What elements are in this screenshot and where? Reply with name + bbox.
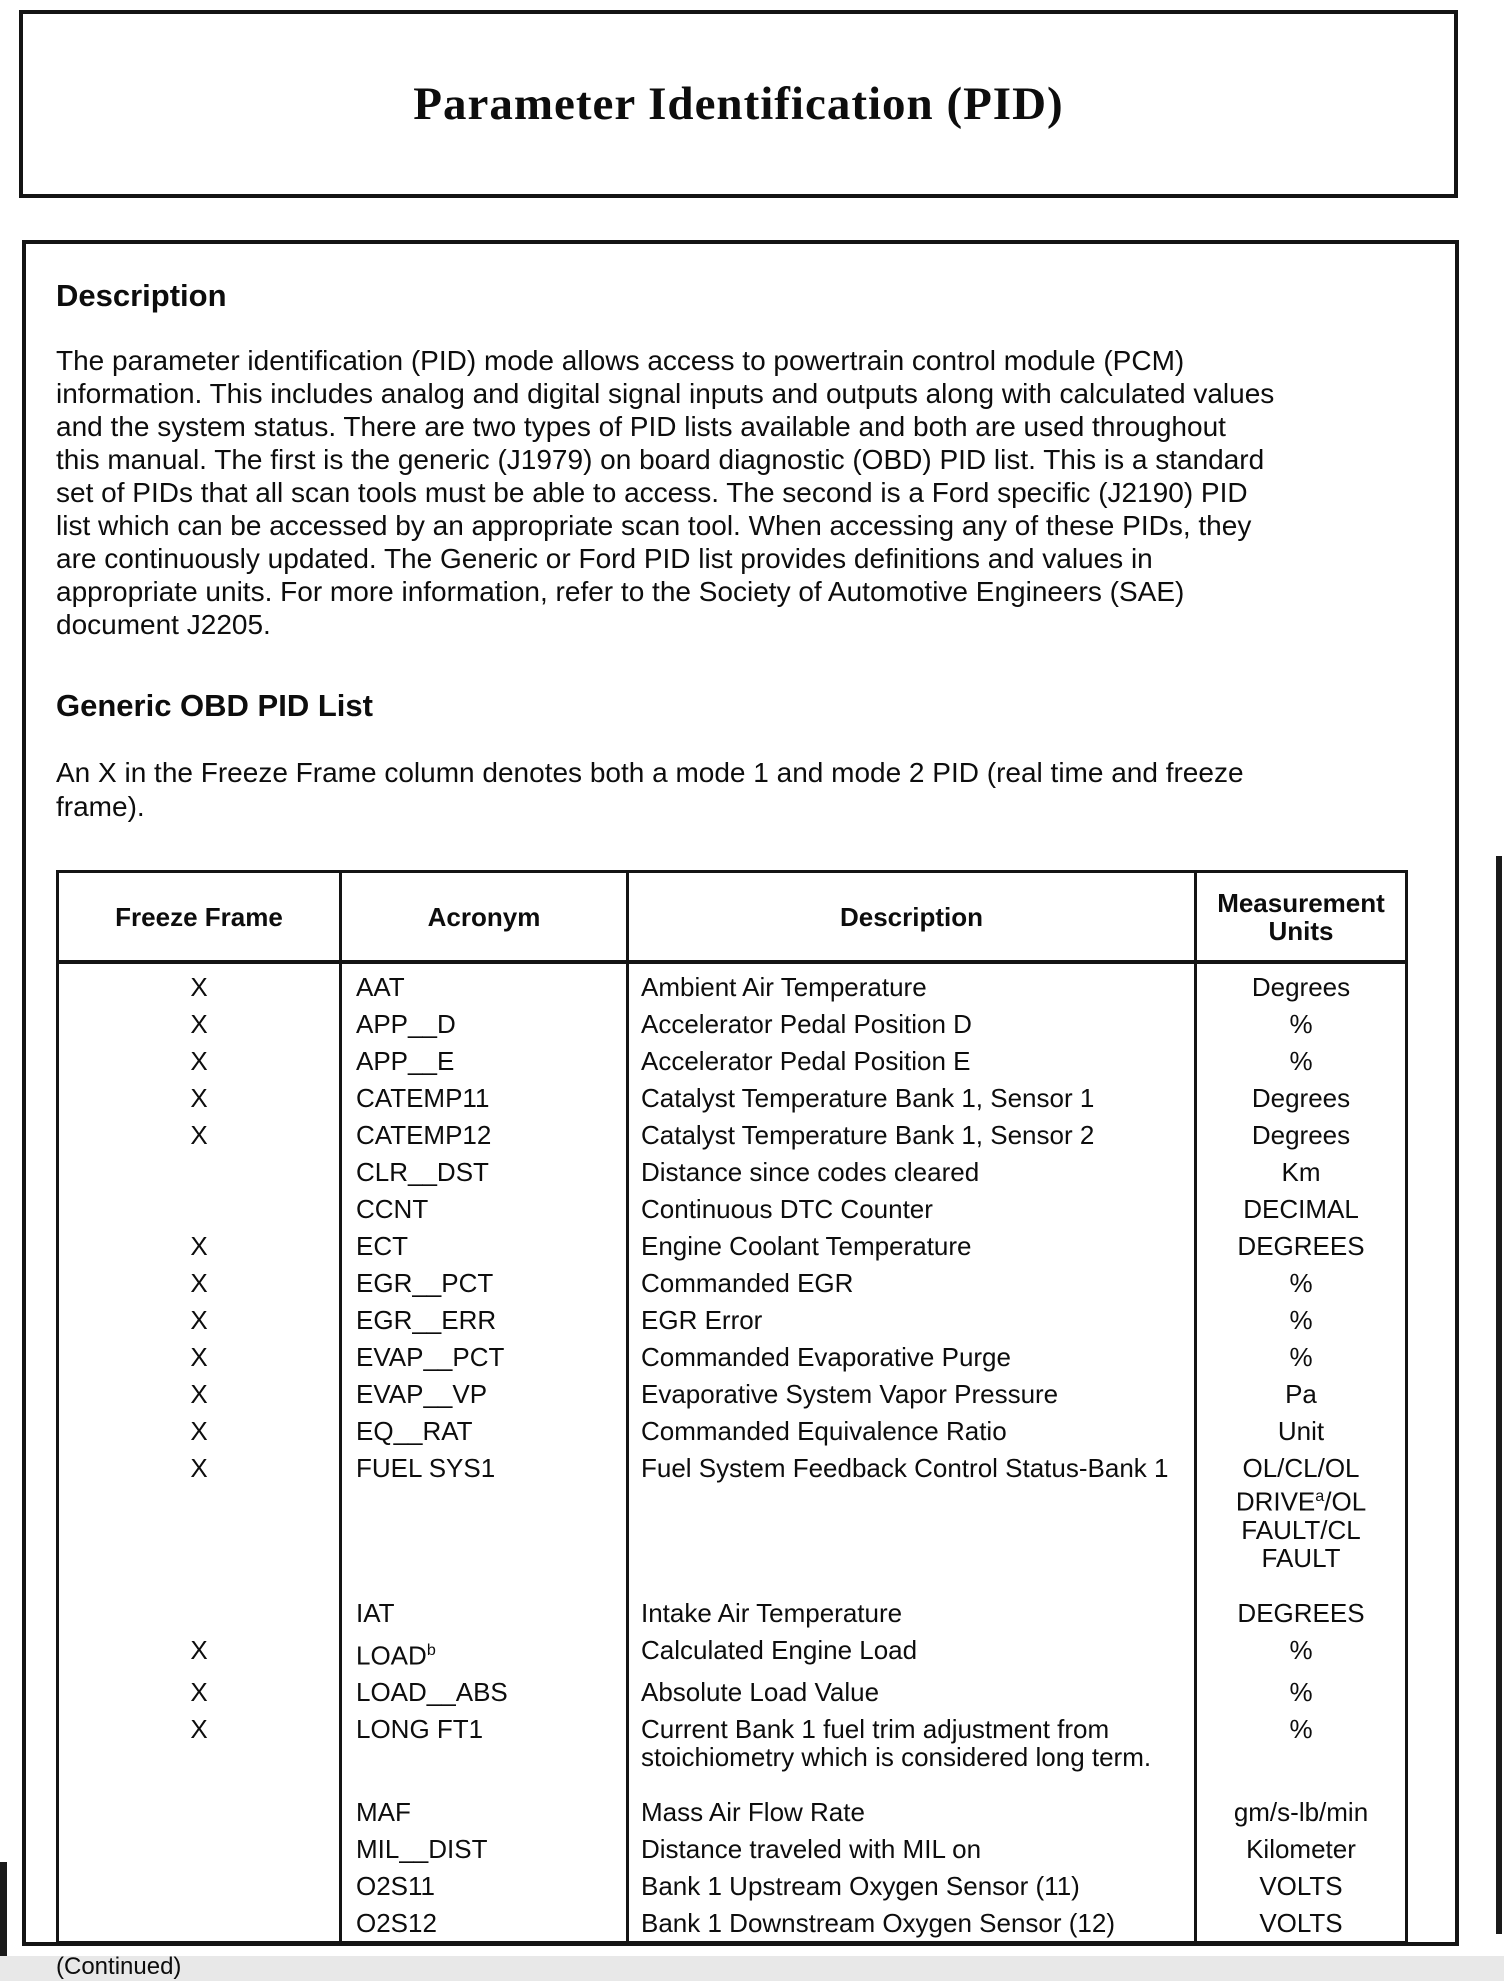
units-cell: % [1194,1301,1405,1338]
table-row [59,1449,1405,1594]
freeze-frame-cell [59,1153,339,1190]
description-cell: Commanded EGR [626,1264,1194,1301]
freeze-frame-cell: X [190,1120,208,1150]
freeze-frame-cell [59,1830,339,1867]
header-freeze-frame: Freeze Frame [115,901,283,932]
acronym-cell: CATEMP12 [339,1116,626,1153]
table-row [59,1867,1405,1904]
freeze-frame-cell: X [190,1677,208,1708]
freeze-frame-cell: X [190,1009,208,1039]
generic-obd-pid-list-heading: Generic OBD PID List [56,688,373,723]
table-row [59,1264,1405,1301]
units-cell: VOLTS [1194,1867,1405,1904]
freeze-frame-cell: X [190,1342,208,1372]
acronym-cell: EQ__RAT [339,1412,626,1449]
freeze-frame-cell: X [190,1634,208,1665]
units-cell: gm/s-lb/min [1194,1793,1405,1830]
description-cell: Commanded Evaporative Purge [626,1338,1194,1375]
freeze-frame-cell [59,1867,339,1904]
description-cell: Ambient Air Temperature [626,964,1194,1005]
acronym-cell: ECT [339,1227,626,1264]
description-cell: Continuous DTC Counter [626,1190,1194,1227]
table-row [59,1301,1405,1338]
description-cell: Accelerator Pedal Position D [626,1005,1194,1042]
table-row [59,1116,1405,1153]
units-cell: DEGREES [1194,1227,1405,1264]
table-row [59,1412,1405,1449]
acronym-cell: LOAD$^b$ [339,1631,626,1674]
table-row [59,1904,1405,1941]
units-cell: OL/CL/OL DRIVE$^a$/OL FAULT/CL FAULT [1194,1449,1405,1594]
acronym-cell: AAT [339,964,626,1005]
freeze-frame-cell: X [190,1714,208,1745]
text-line: list which can be accessed by an appropriate scan tool. When accessing any of these PIDs, they [56,510,1252,541]
description-cell: Bank 1 Downstream Oxygen Sensor (12) [626,1904,1194,1941]
description-cell: Engine Coolant Temperature [626,1227,1194,1264]
continued-note: (Continued) [56,1953,182,1981]
units-cell: Degrees [1194,1116,1405,1153]
table-row [59,1631,1405,1674]
units-cell: Km [1194,1153,1405,1190]
text-line: document J2205. [56,609,271,640]
freeze-frame-cell [59,1904,339,1941]
units-cell: % [1194,1042,1405,1079]
header-acronym: Acronym [339,873,626,960]
table-row [59,1338,1405,1375]
acronym-cell: LONG FT1 [339,1710,626,1793]
acronym-cell: CCNT [339,1190,626,1227]
text-line: appropriate units. For more information, refer to the Society of Automotive Engineers (SAE) [56,576,1185,607]
freeze-frame-cell: X [190,1046,208,1076]
acronym-cell: EVAP__VP [339,1375,626,1412]
description-paragraph [56,344,1429,641]
table-row [59,1079,1405,1116]
freeze-frame-cell: X [190,1231,208,1261]
units-cell: % [1194,1673,1405,1710]
table-header-row [59,873,1405,964]
units-cell: % [1194,1005,1405,1042]
description-cell: EGR Error [626,1301,1194,1338]
scan-artifact [1496,856,1502,1934]
description-cell: Absolute Load Value [626,1673,1194,1710]
header-measurement-units: Measurement Units [1194,873,1405,960]
title-box [19,10,1458,198]
page-title: Parameter Identification (PID) [413,78,1064,130]
text-line: frame). [56,791,145,822]
description-cell: Catalyst Temperature Bank 1, Sensor 1 [626,1079,1194,1116]
description-cell: Current Bank 1 fuel trim adjustment from stoichiometry which is considered long term. [626,1710,1194,1793]
description-cell: Calculated Engine Load [626,1631,1194,1674]
freeze-frame-cell [59,1793,339,1830]
acronym-cell: FUEL SYS1 [339,1449,626,1594]
freeze-frame-cell: X [190,1305,208,1335]
units-cell: % [1194,1710,1405,1793]
text-line: this manual. The first is the generic (J1979) on board diagnostic (OBD) PID list. This is a standard [56,444,1265,475]
freeze-frame-cell: X [190,1379,208,1409]
freeze-frame-cell [59,1594,339,1631]
table-row [59,1227,1405,1264]
description-cell: Accelerator Pedal Position E [626,1042,1194,1079]
acronym-cell: O2S11 [339,1867,626,1904]
table-row [59,1375,1405,1412]
acronym-cell: MIL__DIST [339,1830,626,1867]
freeze-frame-cell: X [190,1416,208,1446]
header-description: Description [626,873,1194,960]
description-cell: Mass Air Flow Rate [626,1793,1194,1830]
acronym-cell: CATEMP11 [339,1079,626,1116]
acronym-cell: MAF [339,1793,626,1830]
units-cell: % [1194,1264,1405,1301]
acronym-cell: O2S12 [339,1904,626,1941]
freeze-frame-cell: X [190,1083,208,1113]
table-row [59,1594,1405,1631]
description-cell: Catalyst Temperature Bank 1, Sensor 2 [626,1116,1194,1153]
table-row [59,1190,1405,1227]
table-body [59,964,1405,1941]
units-cell: DECIMAL [1194,1190,1405,1227]
units-cell: Degrees [1194,964,1405,1005]
units-cell: Kilometer [1194,1830,1405,1867]
units-cell: % [1194,1631,1405,1674]
units-cell: Degrees [1194,1079,1405,1116]
scan-artifact [0,1862,7,1956]
text-line: information. This includes analog and digital signal inputs and outputs along with calculated values [56,378,1275,409]
units-cell: Unit [1194,1412,1405,1449]
units-cell: % [1194,1338,1405,1375]
units-cell: DEGREES [1194,1594,1405,1631]
acronym-cell: CLR__DST [339,1153,626,1190]
text-line: The parameter identification (PID) mode allows access to powertrain control module (PCM) [56,345,1185,376]
acronym-cell: EGR__ERR [339,1301,626,1338]
acronym-cell: APP__D [339,1005,626,1042]
acronym-cell: LOAD__ABS [339,1673,626,1710]
table-row [59,1673,1405,1710]
description-cell: Fuel System Feedback Control Status-Bank 1 [626,1449,1194,1594]
freeze-frame-cell: X [190,972,208,1002]
description-cell: Distance traveled with MIL on [626,1830,1194,1867]
table-row [59,1153,1405,1190]
acronym-cell: APP__E [339,1042,626,1079]
freeze-frame-note [56,756,1429,824]
acronym-cell: EVAP__PCT [339,1338,626,1375]
content-box [22,240,1459,1981]
table-row [59,1710,1405,1793]
freeze-frame-cell [59,1190,339,1227]
description-cell: Commanded Equivalence Ratio [626,1412,1194,1449]
units-cell: VOLTS [1194,1904,1405,1941]
pid-table [56,870,1408,1944]
text-line: set of PIDs that all scan tools must be able to access. The second is a Ford specific (J2190) PID [56,477,1248,508]
description-cell: Distance since codes cleared [626,1153,1194,1190]
text-line: and the system status. There are two types of PID lists available and both are used throughout [56,411,1226,442]
table-row [59,1793,1405,1830]
freeze-frame-cell: X [190,1268,208,1298]
description-cell: Evaporative System Vapor Pressure [626,1375,1194,1412]
units-cell: Pa [1194,1375,1405,1412]
acronym-cell: EGR__PCT [339,1264,626,1301]
table-row [59,1042,1405,1079]
description-cell: Intake Air Temperature [626,1594,1194,1631]
text-line: are continuously updated. The Generic or Ford PID list provides definitions and values in [56,543,1153,574]
table-row [59,1005,1405,1042]
description-heading: Description [56,278,227,313]
table-row [59,964,1405,1005]
text-line: An X in the Freeze Frame column denotes both a mode 1 and mode 2 PID (real time and freeze [56,757,1244,788]
freeze-frame-cell: X [190,1453,208,1483]
table-row [59,1830,1405,1867]
description-cell: Bank 1 Upstream Oxygen Sensor (11) [626,1867,1194,1904]
acronym-cell: IAT [339,1594,626,1631]
